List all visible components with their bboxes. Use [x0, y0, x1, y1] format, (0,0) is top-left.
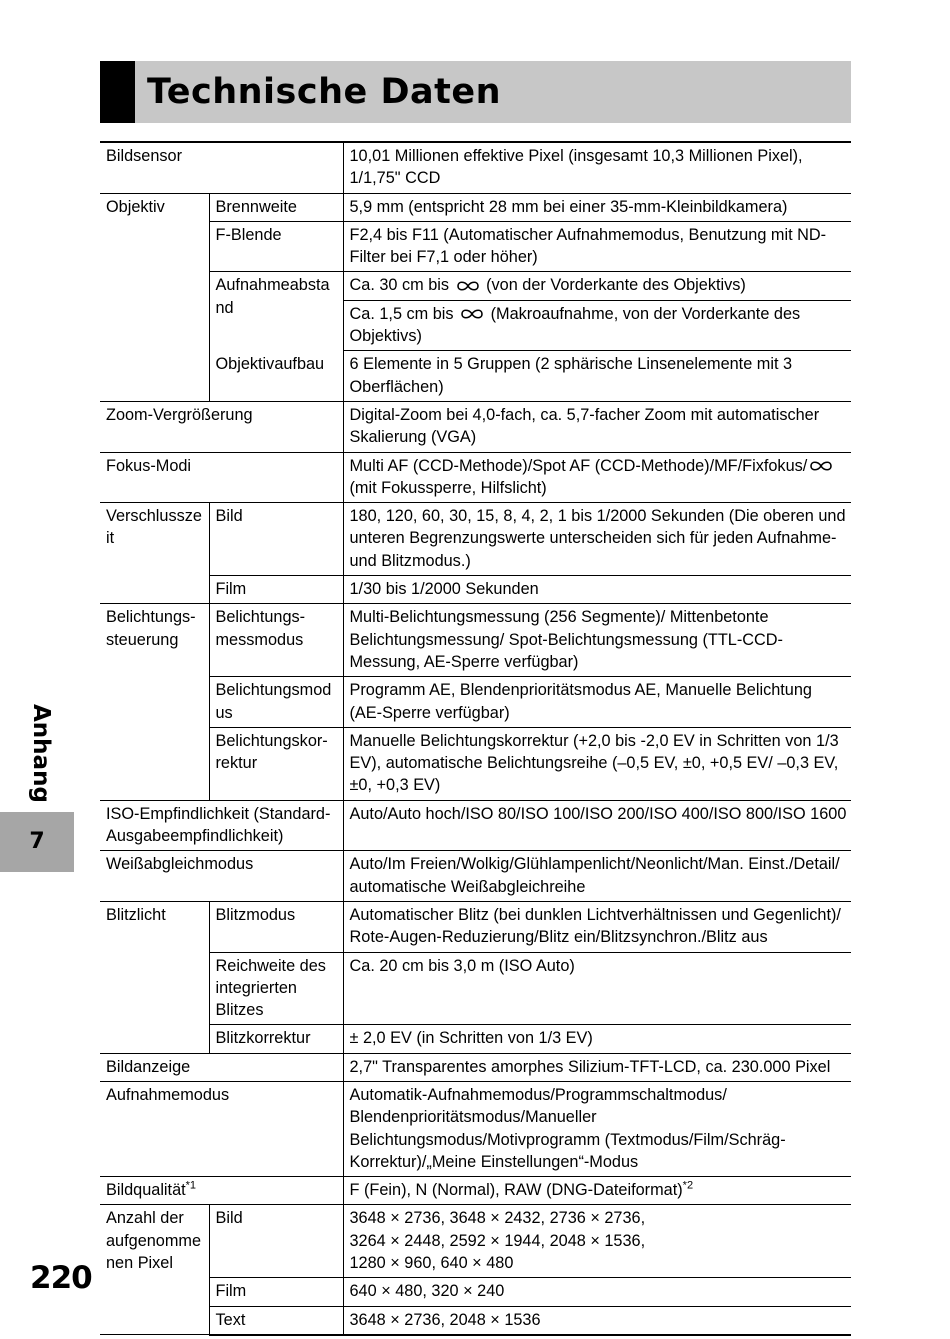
row-value — [343, 452, 851, 503]
row-sublabel: Film — [209, 1278, 343, 1306]
value-line: 3648 × 2736, 3648 × 2432, 2736 × 2736, — [349, 1209, 646, 1228]
value-text: F (Fein), N (Normal), RAW (DNG-Dateiformat) — [349, 1181, 683, 1200]
value-text: (Makroaufnahme, von der Vorderkante des Objektivs) — [349, 304, 801, 346]
footnote-marker: *2 — [682, 1179, 694, 1192]
row-label: Belichtungs-steuerung — [100, 604, 209, 800]
row-label: Zoom-Vergrößerung — [100, 401, 343, 452]
row-sublabel: Belichtungskor-rektur — [209, 727, 343, 800]
row-label: ISO-Empfindlichkeit (Standard-Ausgabeempfindlichkeit) — [100, 800, 343, 851]
table-row — [100, 677, 851, 728]
page-header — [100, 61, 851, 123]
table-row — [100, 1205, 851, 1278]
value-text: Ca. 30 cm bis — [349, 276, 450, 295]
row-sublabel: Belichtungsmodus — [209, 677, 343, 728]
table-row — [100, 952, 851, 1025]
table-row — [100, 401, 851, 452]
footnote-marker: *1 — [185, 1179, 197, 1192]
table-row — [100, 1306, 851, 1335]
row-label: Blitzlicht — [100, 901, 209, 1053]
table-row — [100, 452, 851, 503]
row-value: 2,7" Transparentes amorphes Silizium-TFT-LCD, ca. 230.000 Pixel — [343, 1053, 851, 1081]
label-text: Bildqualität — [106, 1181, 186, 1200]
row-label: Verschlusszeit — [100, 503, 209, 604]
row-label: Bildsensor — [100, 142, 343, 193]
infinity-icon — [809, 460, 833, 472]
row-value: Auto/Im Freien/Wolkig/Glühlampenlicht/Neonlicht/Man. Einst./Detail/ automatische Weißabgleichreihe — [343, 851, 851, 902]
chapter-tab — [0, 812, 74, 872]
row-value: Programm AE, Blendenprioritätsmodus AE, Manuelle Belichtung (AE-Sperre verfügbar) — [343, 677, 851, 728]
table-row — [100, 1177, 851, 1205]
table-row — [100, 1278, 851, 1306]
row-value: 640 × 480, 320 × 240 — [343, 1278, 851, 1306]
row-value — [343, 272, 851, 300]
infinity-icon — [460, 308, 484, 320]
row-sublabel: Objektivaufbau — [209, 351, 343, 402]
row-value: Multi-Belichtungsmessung (256 Segmente)/ Mittenbetonte Belichtungsmessung/ Spot-Belichtungsmessung (TTL-CCD-Messung, AE-Sperre verfügbar) — [343, 604, 851, 677]
table-row — [100, 193, 851, 221]
row-value — [343, 1177, 851, 1205]
row-sublabel: Text — [209, 1306, 343, 1335]
row-value: 10,01 Millionen effektive Pixel (insgesamt 10,3 Millionen Pixel), 1/1,75" CCD — [343, 142, 851, 193]
table-row — [100, 800, 851, 851]
page-title: Technische Daten — [147, 72, 502, 112]
table-row — [100, 576, 851, 604]
row-label: Weißabgleichmodus — [100, 851, 343, 902]
row-value: ± 2,0 EV (in Schritten von 1/3 EV) — [343, 1025, 851, 1053]
row-value — [343, 300, 851, 351]
row-value: Automatischer Blitz (bei dunklen Lichtverhältnissen und Gegenlicht)/ Rote-Augen-Reduzierung/Blitz ein/Blitzsynchron./Blitz aus — [343, 901, 851, 952]
row-sublabel: Bild — [209, 1205, 343, 1278]
row-label: Anzahl der aufgenomme nen Pixel — [100, 1205, 209, 1335]
row-value: F2,4 bis F11 (Automatischer Aufnahmemodus, Benutzung mit ND-Filter bei F7,1 oder höher) — [343, 221, 851, 272]
table-row — [100, 272, 851, 300]
section-label-text: Anhang — [28, 704, 54, 803]
table-row — [100, 1081, 851, 1176]
table-row — [100, 142, 851, 193]
row-sublabel: Blitzkorrektur — [209, 1025, 343, 1053]
value-line: 3264 × 2448, 2592 × 1944, 2048 × 1536, — [349, 1231, 646, 1250]
header-marker-block — [100, 61, 135, 123]
row-value: 3648 × 2736, 2048 × 1536 — [343, 1306, 851, 1335]
chapter-number: 7 — [29, 829, 45, 854]
table-row — [100, 503, 851, 576]
row-value: 1/30 bis 1/2000 Sekunden — [343, 576, 851, 604]
row-sublabel: Reichweite des integrierten Blitzes — [209, 952, 343, 1025]
page-number: 220 — [30, 1260, 92, 1296]
row-label: Fokus-Modi — [100, 452, 343, 503]
table-row — [100, 351, 851, 402]
row-sublabel: Belichtungs-messmodus — [209, 604, 343, 677]
value-text: Multi AF (CCD-Methode)/Spot AF (CCD-Methode)/MF/Fixfokus/ — [349, 456, 808, 475]
table-row — [100, 1053, 851, 1081]
row-sublabel: Bild — [209, 503, 343, 576]
infinity-icon — [456, 280, 480, 292]
value-line: 1280 × 960, 640 × 480 — [349, 1254, 514, 1273]
value-text: Ca. 1,5 cm bis — [349, 304, 454, 323]
row-label: Bildanzeige — [100, 1053, 343, 1081]
table-row — [100, 901, 851, 952]
row-label: Objektiv — [100, 193, 209, 401]
row-label: Aufnahmemodus — [100, 1081, 343, 1176]
row-sublabel: Blitzmodus — [209, 901, 343, 952]
table-row — [100, 851, 851, 902]
row-sublabel: Aufnahmeabstand — [209, 272, 343, 351]
spec-table — [100, 141, 851, 1336]
value-text: (von der Vorderkante des Objektivs) — [486, 276, 746, 295]
table-row — [100, 221, 851, 272]
value-text: (mit Fokussperre, Hilfslicht) — [349, 478, 547, 497]
row-value: 180, 120, 60, 30, 15, 8, 4, 2, 1 bis 1/2000 Sekunden (Die oberen und unteren Begrenzungswerte unterscheiden sich für jeden Aufnahme- und Blitzmodus.) — [343, 503, 851, 576]
row-label — [100, 1177, 343, 1205]
row-value: 5,9 mm (entspricht 28 mm bei einer 35-mm-Kleinbildkamera) — [343, 193, 851, 221]
table-row — [100, 604, 851, 677]
row-value: Manuelle Belichtungskorrektur (+2,0 bis -2,0 EV in Schritten von 1/3 EV), automatische Belichtungsreihe (–0,5 EV, ±0, +0,5 EV/ –0,3 EV, ±0, +0,3 EV) — [343, 727, 851, 800]
row-value: Digital-Zoom bei 4,0-fach, ca. 5,7-facher Zoom mit automatischer Skalierung (VGA) — [343, 401, 851, 452]
row-value: 6 Elemente in 5 Gruppen (2 sphärische Linsenelemente mit 3 Oberflächen) — [343, 351, 851, 402]
row-sublabel: F-Blende — [209, 221, 343, 272]
row-sublabel: Brennweite — [209, 193, 343, 221]
row-value: Automatik-Aufnahmemodus/Programmschaltmodus/ Blendenprioritätsmodus/Manueller Belichtungsmodus/Motivprogramm (Textmodus/Film/Schräg-Korrektur)/„Meine Einstellungen“-Modus — [343, 1081, 851, 1176]
row-sublabel: Film — [209, 576, 343, 604]
row-value: Ca. 20 cm bis 3,0 m (ISO Auto) — [343, 952, 851, 1025]
table-row — [100, 1025, 851, 1053]
row-value — [343, 1205, 851, 1278]
row-value: Auto/Auto hoch/ISO 80/ISO 100/ISO 200/ISO 400/ISO 800/ISO 1600 — [343, 800, 851, 851]
table-row — [100, 727, 851, 800]
